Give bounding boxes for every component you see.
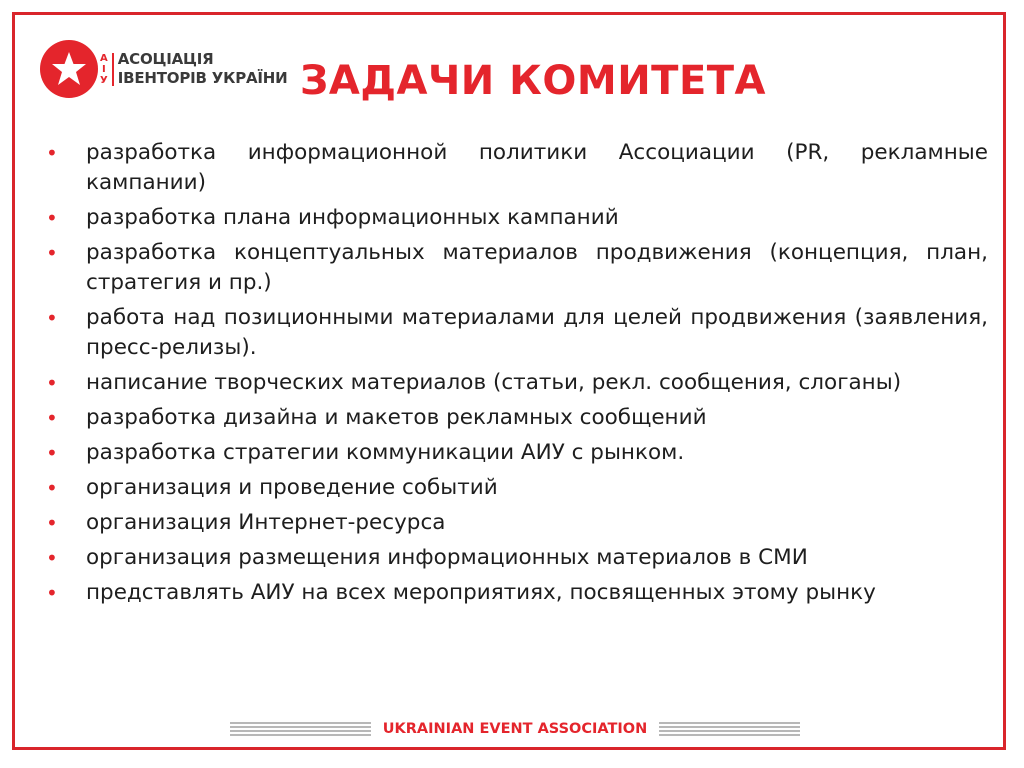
logo-abbreviation	[100, 53, 114, 86]
list-item-text: организация и проведение событий	[86, 475, 498, 500]
bullet-icon: •	[46, 306, 58, 330]
list-item	[44, 368, 988, 398]
logo-line-2: ІВЕНТОРІВ УКРАЇНИ	[117, 69, 288, 87]
list-item-text: организация размещения информационных материалов в СМИ	[86, 545, 808, 570]
footer-divider-right	[659, 722, 800, 736]
list-item	[44, 403, 988, 433]
list-item-text: разработка информационной политики Ассоциации (PR, рекламные кампании)	[86, 140, 988, 195]
list-item	[44, 203, 988, 233]
bullet-icon: •	[46, 371, 58, 395]
list-item	[44, 473, 988, 503]
slide-title: ЗАДАЧИ КОМИТЕТА	[300, 58, 767, 104]
bullet-icon: •	[46, 441, 58, 465]
logo-abbr-letter: А	[100, 52, 108, 64]
bullet-icon: •	[46, 511, 58, 535]
footer-banner	[230, 718, 800, 740]
bullet-icon: •	[46, 581, 58, 605]
logo-abbr-letter: І	[102, 63, 106, 75]
list-item	[44, 238, 988, 298]
list-item-text: разработка концептуальных материалов продвижения (концепция, план, стратегия и пр.)	[86, 240, 988, 295]
list-item-text: представлять АИУ на всех мероприятиях, посвященных этому рынку	[86, 580, 876, 605]
logo-text	[118, 50, 288, 88]
list-item	[44, 303, 988, 363]
footer-label: UKRAINIAN EVENT ASSOCIATION	[382, 721, 648, 737]
association-logo	[40, 40, 288, 98]
logo-line-1: АСОЦІАЦІЯ	[117, 50, 214, 68]
bullet-icon: •	[46, 476, 58, 500]
list-item-text: разработка дизайна и макетов рекламных сообщений	[86, 405, 707, 430]
bullet-icon: •	[46, 241, 58, 265]
list-item	[44, 138, 988, 198]
list-item-text: организация Интернет-ресурса	[86, 510, 446, 535]
task-list	[44, 138, 988, 613]
footer-divider-left	[230, 722, 371, 736]
bullet-icon: •	[46, 206, 58, 230]
list-item-text: работа над позиционными материалами для целей продвижения (заявления, пресс-релизы).	[86, 305, 988, 360]
bullet-icon: •	[46, 406, 58, 430]
list-item-text: разработка плана информационных кампаний	[86, 205, 619, 230]
logo-abbr-letter: У	[100, 74, 108, 86]
list-item-text: написание творческих материалов (статьи, рекл. сообщения, слоганы)	[86, 370, 902, 395]
list-item	[44, 543, 988, 573]
list-item	[44, 438, 988, 468]
list-item	[44, 578, 988, 608]
bullet-icon: •	[46, 141, 58, 165]
list-item-text: разработка стратегии коммуникации АИУ с рынком.	[86, 440, 685, 465]
list-item	[44, 508, 988, 538]
star-icon	[40, 40, 98, 98]
bullet-icon: •	[46, 546, 58, 570]
